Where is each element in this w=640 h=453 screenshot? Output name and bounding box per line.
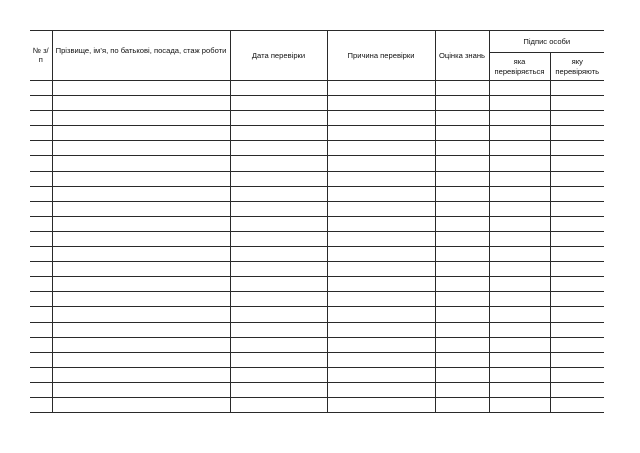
cell-date xyxy=(230,277,327,292)
header-row xyxy=(30,31,604,53)
cell-date xyxy=(230,141,327,156)
cell-reason xyxy=(327,111,435,126)
cell-grade xyxy=(435,337,489,352)
cell-date xyxy=(230,186,327,201)
cell-signature-checked xyxy=(489,96,550,111)
cell-number xyxy=(30,367,52,382)
header-number: № з/п xyxy=(30,31,52,81)
table-row xyxy=(30,231,604,246)
header-signature-checked: яка перевіряється xyxy=(489,53,550,81)
cell-signature-checker xyxy=(550,126,604,141)
cell-number xyxy=(30,111,52,126)
table-row xyxy=(30,322,604,337)
table-row xyxy=(30,337,604,352)
cell-date xyxy=(230,352,327,367)
table-row xyxy=(30,352,604,367)
cell-number xyxy=(30,171,52,186)
cell-date xyxy=(230,292,327,307)
cell-number xyxy=(30,292,52,307)
cell-grade xyxy=(435,397,489,412)
cell-reason xyxy=(327,247,435,262)
cell-date xyxy=(230,397,327,412)
cell-date xyxy=(230,81,327,96)
cell-signature-checker xyxy=(550,141,604,156)
cell-signature-checker xyxy=(550,367,604,382)
cell-reason xyxy=(327,292,435,307)
cell-signature-checked xyxy=(489,126,550,141)
table-body xyxy=(30,81,604,413)
cell-grade xyxy=(435,367,489,382)
cell-signature-checker xyxy=(550,262,604,277)
cell-name xyxy=(52,277,230,292)
cell-signature-checked xyxy=(489,231,550,246)
cell-signature-checker xyxy=(550,96,604,111)
cell-number xyxy=(30,186,52,201)
cell-grade xyxy=(435,141,489,156)
cell-grade xyxy=(435,292,489,307)
cell-number xyxy=(30,307,52,322)
cell-grade xyxy=(435,262,489,277)
cell-reason xyxy=(327,262,435,277)
header-reason: Причина перевірки xyxy=(327,31,435,81)
header-name: Прізвище, ім’я, по батькові, посада, стаж роботи xyxy=(52,31,230,81)
cell-signature-checked xyxy=(489,397,550,412)
cell-reason xyxy=(327,231,435,246)
cell-reason xyxy=(327,126,435,141)
cell-name xyxy=(52,141,230,156)
cell-grade xyxy=(435,352,489,367)
cell-signature-checker xyxy=(550,81,604,96)
cell-signature-checked xyxy=(489,171,550,186)
cell-name xyxy=(52,382,230,397)
cell-signature-checker xyxy=(550,337,604,352)
cell-grade xyxy=(435,81,489,96)
cell-date xyxy=(230,201,327,216)
cell-number xyxy=(30,262,52,277)
cell-signature-checker xyxy=(550,111,604,126)
cell-grade xyxy=(435,277,489,292)
cell-signature-checker xyxy=(550,247,604,262)
cell-signature-checked xyxy=(489,216,550,231)
cell-signature-checker xyxy=(550,292,604,307)
cell-name xyxy=(52,397,230,412)
cell-name xyxy=(52,337,230,352)
header-signature-checker: яку перевіряють xyxy=(550,53,604,81)
header-grade: Оцінка знань xyxy=(435,31,489,81)
cell-reason xyxy=(327,96,435,111)
cell-number xyxy=(30,397,52,412)
cell-signature-checked xyxy=(489,367,550,382)
cell-number xyxy=(30,201,52,216)
cell-date xyxy=(230,337,327,352)
cell-reason xyxy=(327,156,435,171)
cell-name xyxy=(52,171,230,186)
cell-date xyxy=(230,96,327,111)
cell-grade xyxy=(435,201,489,216)
cell-signature-checker xyxy=(550,322,604,337)
cell-name xyxy=(52,367,230,382)
cell-date xyxy=(230,171,327,186)
cell-name xyxy=(52,111,230,126)
cell-reason xyxy=(327,397,435,412)
cell-reason xyxy=(327,277,435,292)
cell-signature-checker xyxy=(550,277,604,292)
cell-name xyxy=(52,322,230,337)
table-row xyxy=(30,126,604,141)
table-row xyxy=(30,277,604,292)
cell-signature-checker xyxy=(550,397,604,412)
cell-signature-checked xyxy=(489,156,550,171)
cell-reason xyxy=(327,367,435,382)
cell-signature-checked xyxy=(489,186,550,201)
cell-name xyxy=(52,81,230,96)
cell-signature-checked xyxy=(489,262,550,277)
cell-signature-checker xyxy=(550,307,604,322)
cell-signature-checker xyxy=(550,216,604,231)
cell-number xyxy=(30,231,52,246)
cell-grade xyxy=(435,171,489,186)
table-row xyxy=(30,96,604,111)
cell-name xyxy=(52,156,230,171)
cell-date xyxy=(230,231,327,246)
cell-name xyxy=(52,96,230,111)
table-row xyxy=(30,292,604,307)
cell-name xyxy=(52,126,230,141)
cell-signature-checker xyxy=(550,171,604,186)
cell-reason xyxy=(327,81,435,96)
table-row xyxy=(30,186,604,201)
cell-reason xyxy=(327,141,435,156)
cell-grade xyxy=(435,322,489,337)
cell-signature-checker xyxy=(550,352,604,367)
cell-signature-checker xyxy=(550,156,604,171)
table-row xyxy=(30,216,604,231)
cell-date xyxy=(230,216,327,231)
cell-reason xyxy=(327,352,435,367)
cell-name xyxy=(52,247,230,262)
table-row xyxy=(30,307,604,322)
cell-signature-checked xyxy=(489,292,550,307)
header-date: Дата перевірки xyxy=(230,31,327,81)
table-row xyxy=(30,397,604,412)
cell-number xyxy=(30,247,52,262)
cell-number xyxy=(30,352,52,367)
cell-date xyxy=(230,382,327,397)
cell-name xyxy=(52,231,230,246)
table-row xyxy=(30,201,604,216)
cell-grade xyxy=(435,111,489,126)
cell-date xyxy=(230,322,327,337)
cell-signature-checked xyxy=(489,201,550,216)
table-row xyxy=(30,382,604,397)
cell-name xyxy=(52,186,230,201)
knowledge-check-log-sheet xyxy=(30,30,604,413)
cell-grade xyxy=(435,186,489,201)
table-row xyxy=(30,111,604,126)
cell-signature-checked xyxy=(489,352,550,367)
cell-name xyxy=(52,307,230,322)
table-row xyxy=(30,367,604,382)
table-row xyxy=(30,262,604,277)
cell-signature-checked xyxy=(489,277,550,292)
cell-signature-checked xyxy=(489,337,550,352)
cell-grade xyxy=(435,247,489,262)
cell-reason xyxy=(327,307,435,322)
cell-signature-checked xyxy=(489,111,550,126)
cell-number xyxy=(30,126,52,141)
cell-reason xyxy=(327,201,435,216)
cell-number xyxy=(30,216,52,231)
cell-signature-checker xyxy=(550,231,604,246)
cell-signature-checker xyxy=(550,186,604,201)
knowledge-check-log-table xyxy=(30,30,604,413)
table-row xyxy=(30,81,604,96)
cell-date xyxy=(230,307,327,322)
cell-reason xyxy=(327,322,435,337)
cell-reason xyxy=(327,382,435,397)
cell-signature-checked xyxy=(489,382,550,397)
cell-grade xyxy=(435,307,489,322)
cell-signature-checked xyxy=(489,247,550,262)
cell-date xyxy=(230,247,327,262)
cell-signature-checked xyxy=(489,322,550,337)
cell-name xyxy=(52,352,230,367)
cell-reason xyxy=(327,337,435,352)
cell-name xyxy=(52,216,230,231)
cell-name xyxy=(52,262,230,277)
cell-date xyxy=(230,111,327,126)
cell-signature-checker xyxy=(550,382,604,397)
cell-number xyxy=(30,96,52,111)
cell-number xyxy=(30,81,52,96)
cell-date xyxy=(230,156,327,171)
cell-number xyxy=(30,141,52,156)
cell-number xyxy=(30,156,52,171)
cell-signature-checked xyxy=(489,307,550,322)
cell-signature-checked xyxy=(489,81,550,96)
cell-name xyxy=(52,201,230,216)
cell-date xyxy=(230,126,327,141)
cell-name xyxy=(52,292,230,307)
cell-signature-checker xyxy=(550,201,604,216)
table-row xyxy=(30,141,604,156)
cell-reason xyxy=(327,171,435,186)
cell-number xyxy=(30,322,52,337)
cell-grade xyxy=(435,382,489,397)
cell-reason xyxy=(327,186,435,201)
cell-grade xyxy=(435,216,489,231)
cell-grade xyxy=(435,156,489,171)
header-signature-group: Підпис особи xyxy=(489,31,604,53)
cell-reason xyxy=(327,216,435,231)
table-row xyxy=(30,156,604,171)
cell-signature-checked xyxy=(489,141,550,156)
table-row xyxy=(30,171,604,186)
cell-number xyxy=(30,382,52,397)
cell-number xyxy=(30,277,52,292)
table-row xyxy=(30,247,604,262)
cell-date xyxy=(230,367,327,382)
cell-grade xyxy=(435,96,489,111)
cell-grade xyxy=(435,126,489,141)
cell-grade xyxy=(435,231,489,246)
cell-number xyxy=(30,337,52,352)
cell-date xyxy=(230,262,327,277)
